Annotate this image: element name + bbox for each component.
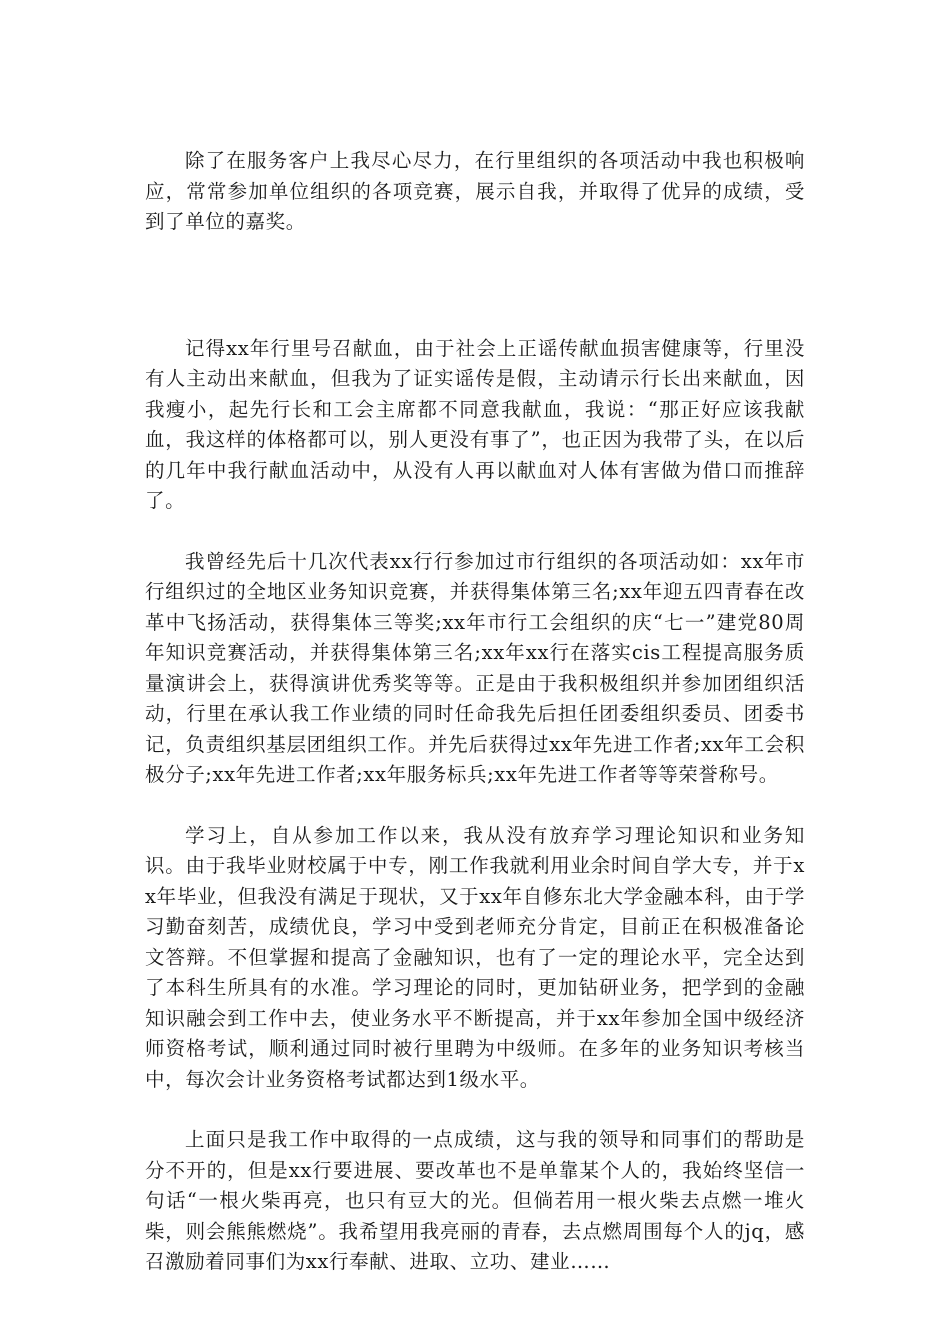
paragraph-blood-donation: 记得xx年行里号召献血，由于社会上正谣传献血损害健康等，行里没有人主动出来献血，但我为了证实谣传是假，主动请示行长出来献血，因我瘦小，起先行长和工会主席都不同意我献血，我说：“那正好应该我献血，我这样的体格都可以，别人更没有事了”，也正因为我带了头，在以后的几年中我行献血活动中，从没有人再以献血对人体有害做为借口而推辞了。 bbox=[145, 336, 805, 512]
paragraph-conclusion: 上面只是我工作中取得的一点成绩，这与我的领导和同事们的帮助是分不开的，但是xx行要进展、要改革也不是单靠某个人的，我始终坚信一句话“一根火柴再亮，也只有豆大的光。但倘若用一根火柴去点燃一堆火柴，则会熊熊燃烧”。我希望用我亮丽的青春，去点燃周围每个人的jq，感召激励着同事们为xx行奉献、进取、立功、建业…… bbox=[145, 1128, 805, 1273]
document-body bbox=[145, 146, 805, 1278]
paragraph-competitions-honors: 我曾经先后十几次代表xx行行参加过市行组织的各项活动如：xx年市行组织过的全地区业务知识竞赛，并获得集体第三名;xx年迎五四青春在改革中飞扬活动，获得集体三等奖;xx年市行工会组织的庆“七一”建党80周年知识竞赛活动，并获得集体第三名;xx年xx行在落实cis工程提高服务质量演讲会上，获得演讲优秀奖等等。正是由于我积极组织并参加团组织活动，行里在承认我工作业绩的同时任命我先后担任团委组织委员、团委书记，负责组织基层团组织工作。并先后获得过xx年先进工作者;xx年工会积极分子;xx年先进工作者;xx年服务标兵;xx年先进工作者等等荣誉称号。 bbox=[145, 549, 805, 786]
paragraph-study: 学习上，自从参加工作以来，我从没有放弃学习理论知识和业务知识。由于我毕业财校属于中专，刚工作我就利用业余时间自学大专，并于xx年毕业，但我没有满足于现状，又于xx年自修东北大学金融本科，由于学习勤奋刻苦，成绩优良，学习中受到老师充分肯定，目前正在积极准备论文答辩。不但掌握和提高了金融知识，也有了一定的理论水平，完全达到了本科生所具有的水准。学习理论的同时，更加钻研业务，把学到的金融知识融会到工作中去，使业务水平不断提高，并于xx年参加全国中级经济师资格考试，顺利通过同时被行里聘为中级师。在多年的业务知识考核当中，每次会计业务资格考试都达到1级水平。 bbox=[145, 823, 805, 1091]
paragraph-service-activities: 除了在服务客户上我尽心尽力，在行里组织的各项活动中我也积极响应，常常参加单位组织的各项竞赛，展示自我，并取得了优异的成绩，受到了单位的嘉奖。 bbox=[145, 149, 805, 233]
